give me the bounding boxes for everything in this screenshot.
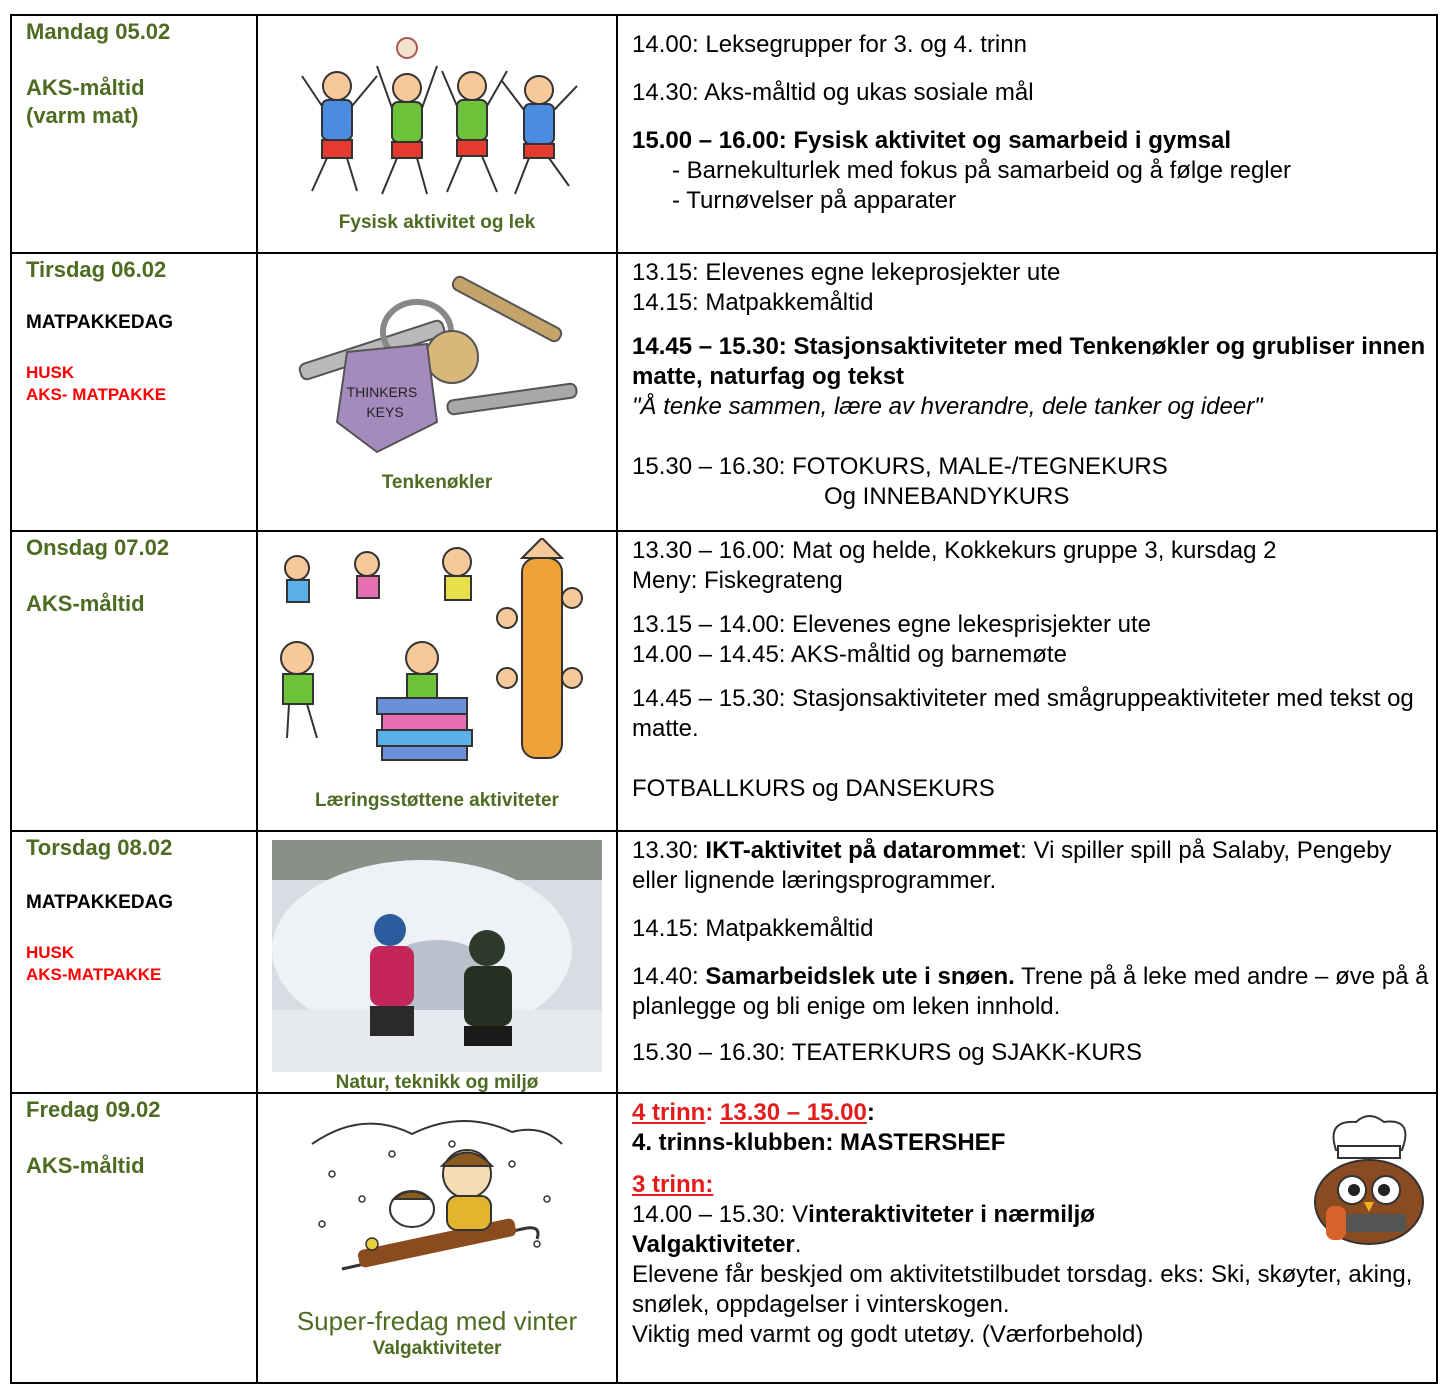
image-cell	[257, 1093, 617, 1383]
meal-label: AKS-måltid	[26, 1153, 145, 1178]
thinkers-keys-illustration	[277, 272, 597, 462]
lunchbox-day-label: MATPAKKEDAG	[26, 892, 174, 913]
activity-line: 13.30: IKT-aktivitet på datarommet: Vi spiller spill på Salaby, Pengeby eller lignende læringsprogrammer.	[632, 837, 1392, 894]
activity-line: Elevene får beskjed om aktivitetstilbudet torsdag. eks: Ski, skøyter, aking, snølek, oppdagelser i vinterskogen.	[632, 1261, 1413, 1318]
day-name: Torsdag 08.02	[26, 835, 173, 860]
day-row-thursday	[11, 831, 1437, 1093]
meal-label: AKS-måltid	[26, 591, 145, 616]
children-in-snow-photo	[272, 840, 602, 1072]
activity-line: 14.15: Matpakkemåltid	[632, 915, 874, 942]
day-name: Fredag 09.02	[26, 1097, 161, 1122]
day-row-monday	[11, 15, 1437, 253]
kids-playing-ball-illustration	[277, 26, 597, 206]
activity-subline: Og INNEBANDYKURS	[824, 483, 1070, 510]
day-name: Mandag 05.02	[26, 19, 171, 44]
sledding-winter-illustration	[302, 1104, 572, 1284]
reminder-label: HUSK	[26, 363, 75, 382]
image-caption: Læringsstøttene aktiviteter	[315, 790, 559, 811]
activity-line: Valgaktiviteter.	[632, 1231, 802, 1258]
weekly-schedule-table	[10, 14, 1438, 1384]
children-learning-illustration	[267, 538, 607, 768]
image-cell	[257, 831, 617, 1093]
activity-line: 13.15: Elevenes egne lekeprosjekter ute	[632, 259, 1061, 286]
activity-line: 14.00 – 14.45: AKS-måltid og barnemøte	[632, 641, 1067, 668]
activity-line: 14.15: Matpakkemåltid	[632, 289, 874, 316]
activity-line: 14.40: Samarbeidslek ute i snøen. Trene på å leke med andre – øve på å planlegge og bli enige om leken innhold.	[632, 963, 1429, 1020]
chef-owl-illustration	[1306, 1110, 1432, 1246]
image-caption: Natur, teknikk og miljø	[335, 1072, 539, 1093]
day-row-wednesday	[11, 531, 1437, 831]
activity-line: 15.30 – 16.30: TEATERKURS og SJAKK-KURS	[632, 1039, 1143, 1066]
day-cell	[11, 1093, 257, 1383]
activity-line: 14.30: Aks-måltid og ukas sosiale mål	[632, 79, 1034, 106]
image-caption: Fysisk aktivitet og lek	[338, 212, 536, 233]
day-cell	[11, 531, 257, 831]
activity-line: Meny: Fiskegrateng	[632, 567, 843, 594]
image-cell	[257, 15, 617, 253]
image-subcaption: Valgaktiviteter	[372, 1338, 502, 1359]
grade4-heading: 4 trinn: 13.30 – 15.00:	[632, 1099, 875, 1126]
activity-line: 13.30 – 16.00: Mat og helde, Kokkekurs gruppe 3, kursdag 2	[632, 537, 1277, 564]
keyring-text: THINKERS	[346, 384, 418, 400]
activity-line: 14.00: Leksegrupper for 3. og 4. trinn	[632, 31, 1027, 58]
keyring-text: KEYS	[366, 404, 404, 420]
activity-line: 14.45 – 15.30: Stasjonsaktiviteter med Tenkenøkler og grubliser innen matte, naturfag og tekst	[632, 333, 1426, 390]
activity-line: 14.00 – 15.30: Vinteraktiviteter i nærmiljø	[632, 1201, 1095, 1228]
activities-cell	[617, 1093, 1437, 1383]
reminder-label: HUSK	[26, 943, 75, 962]
activity-subline: - Turnøvelser på apparater	[672, 187, 957, 214]
activity-line: 15.00 – 16.00: Fysisk aktivitet og samarbeid i gymsal	[632, 127, 1231, 154]
day-name: Onsdag 07.02	[26, 535, 170, 560]
image-caption: Super-fredag med vinter	[296, 1306, 578, 1336]
activity-line: 13.15 – 14.00: Elevenes egne lekesprisjekter ute	[632, 611, 1152, 638]
club-line: 4. trinns-klubben: MASTERSHEF	[632, 1129, 1006, 1156]
activity-line: FOTBALLKURS og DANSEKURS	[632, 775, 995, 802]
activity-subline: - Barnekulturlek med fokus på samarbeid og å følge regler	[672, 157, 1291, 184]
grade3-heading: 3 trinn:	[632, 1171, 714, 1198]
activities-cell	[617, 531, 1437, 831]
activities-cell	[617, 15, 1437, 253]
image-caption: Tenkenøkler	[381, 472, 493, 493]
day-cell	[11, 15, 257, 253]
day-row-friday	[11, 1093, 1437, 1383]
activities-cell	[617, 831, 1437, 1093]
image-cell	[257, 531, 617, 831]
day-row-tuesday	[11, 253, 1437, 531]
day-cell	[11, 253, 257, 531]
activity-line: 14.45 – 15.30: Stasjonsaktiviteter med smågruppeaktiviteter med tekst og matte.	[632, 685, 1414, 742]
day-name: Tirsdag 06.02	[26, 257, 167, 282]
lunchbox-day-label: MATPAKKEDAG	[26, 312, 174, 333]
meal-label: AKS-måltid (varm mat)	[26, 75, 145, 128]
activities-cell	[617, 253, 1437, 531]
image-cell	[257, 253, 617, 531]
activity-quote: "Å tenke sammen, lære av hverandre, dele tanker og ideer"	[632, 393, 1263, 420]
activity-line: Viktig med varmt og godt utetøy. (Værforbehold)	[632, 1321, 1144, 1348]
reminder-label: AKS-MATPAKKE	[26, 965, 162, 984]
reminder-label: AKS- MATPAKKE	[26, 385, 167, 404]
day-cell	[11, 831, 257, 1093]
activity-line: 15.30 – 16.30: FOTOKURS, MALE-/TEGNEKURS	[632, 453, 1168, 480]
